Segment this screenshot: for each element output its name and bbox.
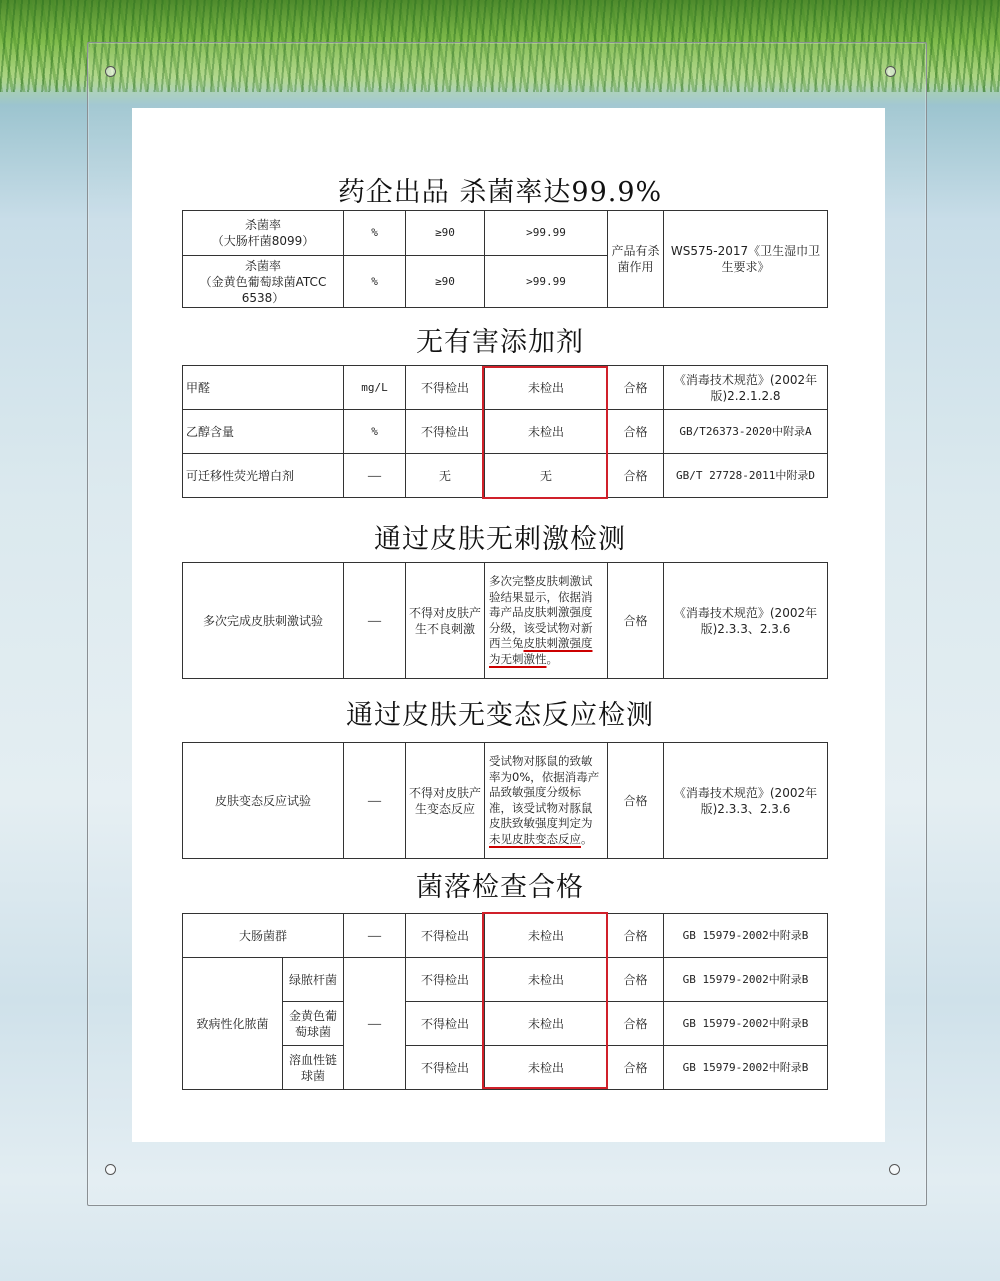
unit-cell: % — [344, 211, 406, 256]
sub-item-cell: 绿脓杆菌 — [283, 958, 344, 1002]
item-cell: 杀菌率 （金黄色葡萄球菌ATCC 6538） — [183, 256, 344, 308]
result-text: 多次完整皮肤刺激试验结果显示，依据消毒产品皮肤刺激强度分级，该受试物对新西兰兔 — [489, 574, 593, 650]
result-text: 受试物对豚鼠的致敏率为0%，依据消毒产品致敏强度分级标准，该受试物对豚鼠皮肤致敏强度判定为 — [489, 754, 600, 830]
verdict-cell: 合格 — [608, 743, 664, 859]
section-title-sterilization: 药企出品 杀菌率达99.9% — [337, 177, 663, 208]
standard-cell: 不得检出 — [406, 410, 485, 454]
standard-cell: 不得检出 — [406, 914, 485, 958]
result-cell: 未检出 — [485, 1002, 608, 1046]
unit-cell: % — [344, 256, 406, 308]
unit-cell: —— — [344, 958, 406, 1090]
unit-cell: mg/L — [344, 366, 406, 410]
sub-item-cell: 金黄色葡萄球菌 — [283, 1002, 344, 1046]
result-cell — [485, 563, 608, 679]
verdict-cell: 合格 — [608, 410, 664, 454]
reference-cell: WS575-2017《卫生湿巾卫生要求》 — [664, 211, 828, 308]
reference-cell: GB 15979-2002中附录B — [664, 914, 828, 958]
reference-cell: 《消毒技术规范》(2002年版)2.2.1.2.8 — [664, 366, 828, 410]
result-cell: >99.99 — [485, 256, 608, 308]
top-left-pin-icon — [105, 66, 116, 77]
table-row — [183, 563, 828, 679]
unit-cell: % — [344, 410, 406, 454]
result-cell — [485, 743, 608, 859]
reference-cell: 《消毒技术规范》(2002年版)2.3.3、2.3.6 — [664, 563, 828, 679]
result-cell: 未检出 — [485, 1046, 608, 1090]
table-row — [183, 743, 828, 859]
unit-cell: —— — [344, 743, 406, 859]
item-cell: 大肠菌群 — [183, 914, 344, 958]
irritation-table — [182, 562, 828, 679]
standard-cell: 不得检出 — [406, 1002, 485, 1046]
result-cell: >99.99 — [485, 211, 608, 256]
sub-item-cell: 溶血性链球菌 — [283, 1046, 344, 1090]
reference-cell: GB/T26373-2020中附录A — [664, 410, 828, 454]
bottom-left-pin-icon — [105, 1164, 116, 1175]
result-cell: 未检出 — [485, 958, 608, 1002]
reference-cell: GB/T 27728-2011中附录D — [664, 454, 828, 498]
reference-cell: GB 15979-2002中附录B — [664, 1046, 828, 1090]
standard-cell: ≥90 — [406, 256, 485, 308]
verdict-cell: 合格 — [608, 563, 664, 679]
allergy-table — [182, 742, 828, 859]
standard-cell: 不得检出 — [406, 1046, 485, 1090]
verdict-cell: 合格 — [608, 914, 664, 958]
group-cell: 致病性化脓菌 — [183, 958, 283, 1090]
standard-cell: 不得对皮肤产生不良刺激 — [406, 563, 485, 679]
result-cell: 未检出 — [485, 410, 608, 454]
unit-cell: —— — [344, 563, 406, 679]
table-row — [183, 211, 828, 256]
result-cell: 未检出 — [485, 914, 608, 958]
verdict-cell: 合格 — [608, 958, 664, 1002]
item-cell: 可迁移性荧光增白剂 — [183, 454, 344, 498]
unit-cell: —— — [344, 914, 406, 958]
top-right-pin-icon — [885, 66, 896, 77]
result-highlight-box — [482, 366, 608, 499]
reference-cell: GB 15979-2002中附录B — [664, 958, 828, 1002]
standard-cell: 不得检出 — [406, 366, 485, 410]
bottom-right-pin-icon — [889, 1164, 900, 1175]
verdict-cell: 合格 — [608, 1002, 664, 1046]
result-emphasis: 皮肤刺激强度为无刺激性 — [489, 636, 593, 666]
verdict-cell: 合格 — [608, 454, 664, 498]
result-emphasis: 未见皮肤变态反应 — [489, 831, 581, 846]
item-cell: 甲醛 — [183, 366, 344, 410]
section-title-colony-check: 菌落检查合格 — [416, 872, 584, 903]
result-highlight-box — [482, 912, 608, 1089]
verdict-cell: 合格 — [608, 366, 664, 410]
standard-cell: 不得检出 — [406, 958, 485, 1002]
unit-cell: —— — [344, 454, 406, 498]
result-cell: 未检出 — [485, 366, 608, 410]
section-title-no-allergy: 通过皮肤无变态反应检测 — [346, 700, 654, 731]
section-title-no-additives: 无有害添加剂 — [416, 327, 584, 358]
item-cell: 皮肤变态反应试验 — [183, 743, 344, 859]
result-cell: 无 — [485, 454, 608, 498]
item-cell: 乙醇含量 — [183, 410, 344, 454]
reference-cell: 《消毒技术规范》(2002年版)2.3.3、2.3.6 — [664, 743, 828, 859]
standard-cell: ≥90 — [406, 211, 485, 256]
verdict-cell: 合格 — [608, 1046, 664, 1090]
result-end: 。 — [581, 831, 593, 846]
verdict-cell: 产品有杀菌作用 — [608, 211, 664, 308]
item-cell: 多次完成皮肤刺激试验 — [183, 563, 344, 679]
standard-cell: 无 — [406, 454, 485, 498]
reference-cell: GB 15979-2002中附录B — [664, 1002, 828, 1046]
section-title-no-irritation: 通过皮肤无刺激检测 — [374, 524, 626, 555]
result-end: 。 — [546, 651, 558, 666]
sterilization-table — [182, 210, 828, 308]
standard-cell: 不得对皮肤产生变态反应 — [406, 743, 485, 859]
item-cell: 杀菌率 （大肠杆菌8099） — [183, 211, 344, 256]
